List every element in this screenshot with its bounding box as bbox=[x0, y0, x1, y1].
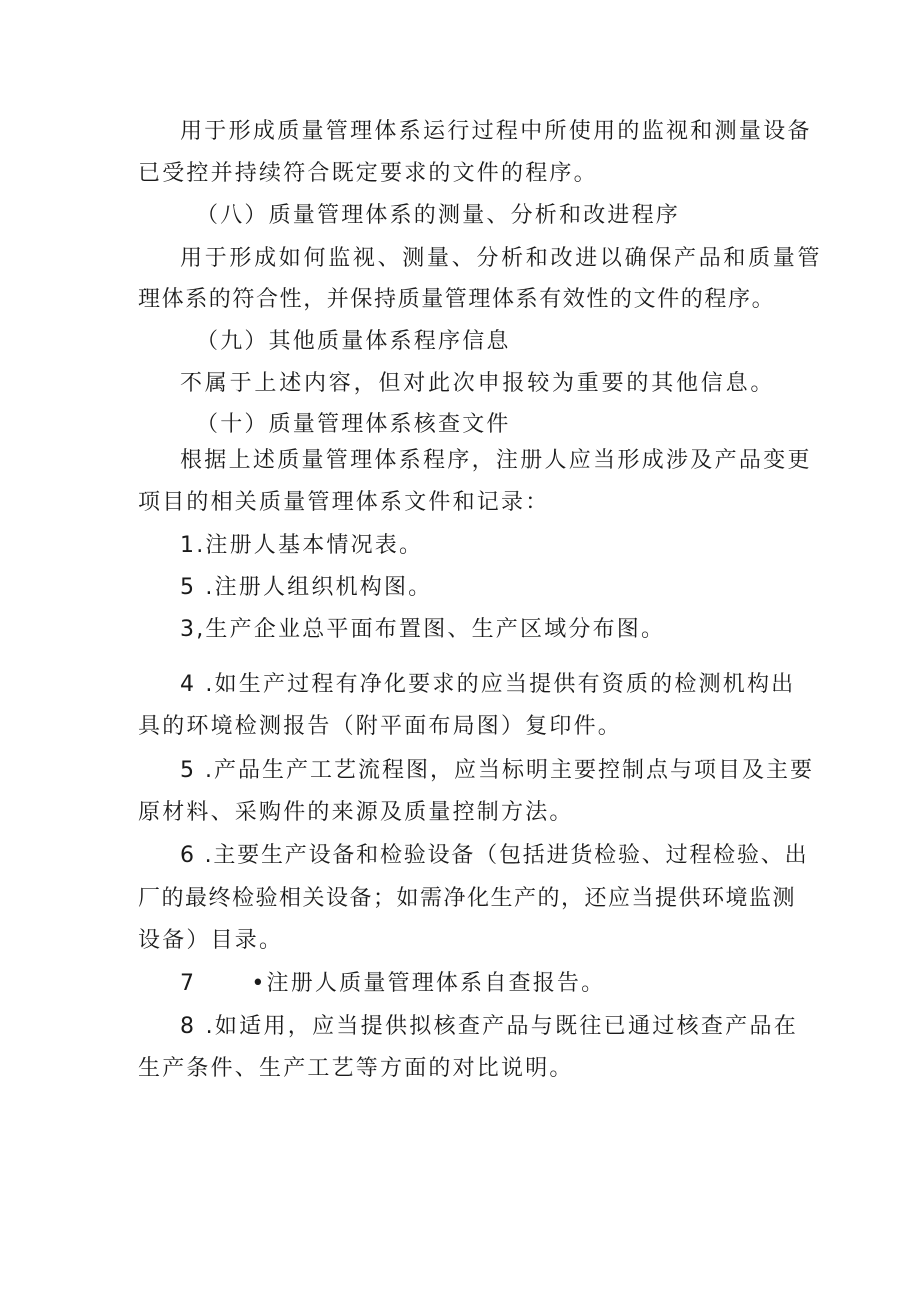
list-item-continuation: 厂的最终检验相关设备；如需净化生产的，还应当提供环境监测 bbox=[138, 886, 797, 911]
list-item: 4 .如生产过程有净化要求的应当提供有资质的检测机构出 bbox=[180, 672, 796, 697]
paragraph-line: 用于形成质量管理体系运行过程中所使用的监视和测量设备 bbox=[180, 119, 812, 144]
paragraph-line: 不属于上述内容，但对此次申报较为重要的其他信息。 bbox=[180, 371, 776, 396]
list-item: 7 •注册人质量管理体系自查报告。 bbox=[180, 971, 606, 996]
paragraph-line: 用于形成如何监视、测量、分析和改进以确保产品和质量管 bbox=[180, 246, 823, 271]
list-item: 1.注册人基本情况表。 bbox=[180, 533, 424, 558]
section-heading: （十）质量管理体系核查文件 bbox=[196, 412, 511, 437]
list-item-continuation: 原材料、采购件的来源及质量控制方法。 bbox=[138, 800, 574, 825]
list-item-continuation: 生产条件、生产工艺等方面的对比说明。 bbox=[138, 1056, 574, 1081]
list-item: 5 .注册人组织机构图。 bbox=[180, 575, 433, 600]
paragraph-line: 根据上述质量管理体系程序，注册人应当形成涉及产品变更 bbox=[180, 448, 812, 473]
section-heading: （八）质量管理体系的测量、分析和改进程序 bbox=[196, 203, 681, 228]
paragraph-line: 项目的相关质量管理体系文件和记录： bbox=[138, 490, 550, 515]
paragraph-line: 理体系的符合性，并保持质量管理体系有效性的文件的程序。 bbox=[138, 287, 776, 312]
list-item: 6 .主要生产设备和检验设备（包括进货检验、过程检验、出 bbox=[180, 843, 809, 868]
list-item: 8 .如适用，应当提供拟核查产品与既往已通过核查产品在 bbox=[180, 1014, 799, 1039]
list-item-continuation: 设备）目录。 bbox=[138, 928, 284, 953]
section-heading: （九）其他质量体系程序信息 bbox=[196, 329, 511, 354]
list-item: 5 .产品生产工艺流程图，应当标明主要控制点与项目及主要 bbox=[180, 758, 814, 783]
paragraph-line: 已受控并持续符合既定要求的文件的程序。 bbox=[138, 161, 598, 186]
list-item: 3,生产企业总平面布置图、生产区域分布图。 bbox=[180, 617, 666, 642]
list-item-continuation: 具的环境检测报告（附平面布局图）复印件。 bbox=[138, 714, 623, 739]
